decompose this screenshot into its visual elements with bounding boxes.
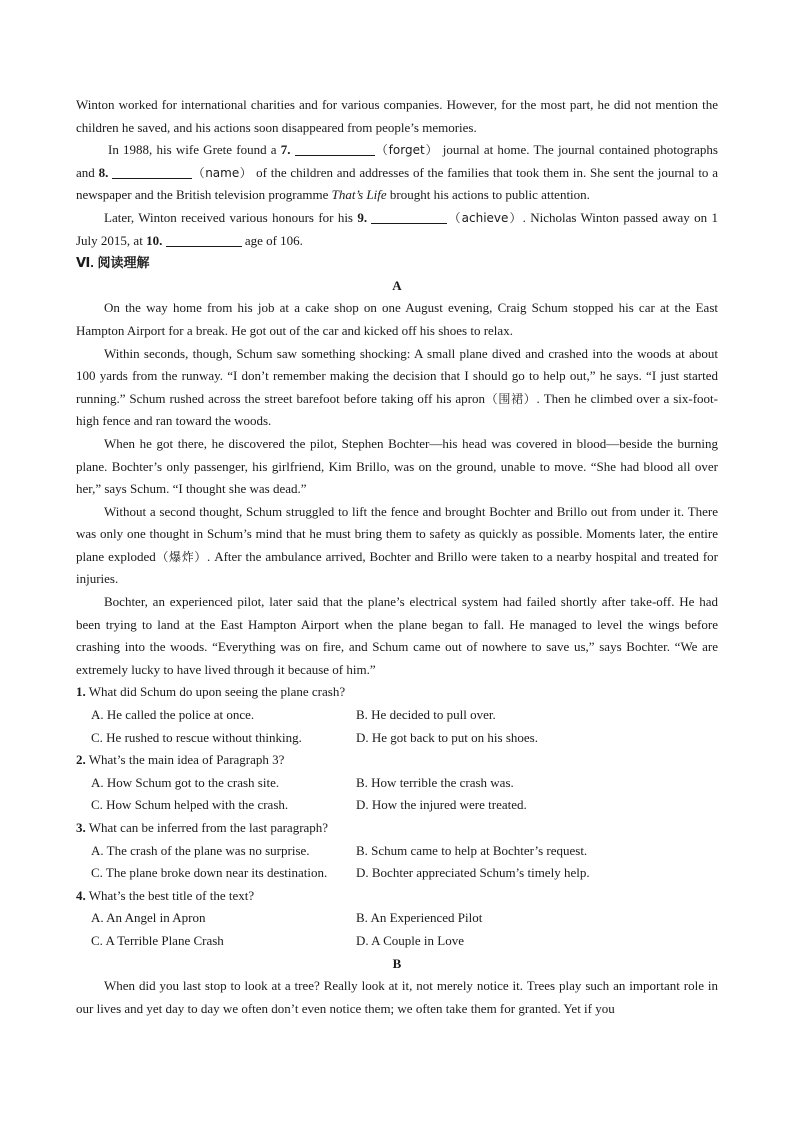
hint-7: （forget）: [374, 143, 439, 158]
question-3-option-c[interactable]: C. The plane broke down near its destination.: [91, 865, 328, 881]
question-3-text: What can be inferred from the last paragraph?: [88, 820, 329, 835]
question-3-option-a[interactable]: A. The crash of the plane was no surprise.: [91, 842, 310, 858]
answer-blank-9[interactable]: [371, 209, 447, 224]
question-number-7: 7.: [280, 142, 291, 158]
question-2-text: What’s the main idea of Paragraph 3?: [88, 752, 285, 768]
question-4: 4. What’s the best title of the text? A. An Angel in Apron B. An Experienced Pilot C. A Terrible Plane Crash D. A Couple in Love: [76, 885, 718, 953]
question-3: 3. What can be inferred from the last paragraph? A. The crash of the plane was no surprise. B. Schum came to help at Bochter’s request. C. The plane broke down near its destination. D. Bochter appreciated Schum’s timely help.: [76, 817, 718, 885]
answer-blank-10[interactable]: [166, 232, 242, 247]
question-1-option-d[interactable]: D. He got back to put on his shoes.: [356, 729, 538, 745]
hint-9: （achieve）: [447, 210, 523, 225]
question-2-option-c[interactable]: C. How Schum helped with the crash.: [91, 797, 289, 813]
passage-a-heading: A: [392, 277, 402, 293]
question-2-option-d[interactable]: D. How the injured were treated.: [356, 797, 527, 813]
question-4-option-b[interactable]: B. An Experienced Pilot: [356, 910, 483, 926]
question-2-option-a[interactable]: A. How Schum got to the crash site.: [91, 774, 280, 790]
passage-b-paragraph-1: When did you last stop to look at a tree? Really look at it, not merely notice it. Trees play such an important role in our lives and yet day to day we often don’t even notice them; we often take them for granted. Yet if you: [76, 978, 718, 1016]
cloze-paragraph-2: In 1988, his wife Grete found a 7. （forget） journal at home. The journal contained photographs and 8. （name） of the children and addresses of the families that took them in. She sent the journal to a newspaper and the British television programme That’s Life brought his actions to public attention.: [76, 142, 718, 203]
question-4-option-a[interactable]: A. An Angel in Apron: [91, 910, 206, 926]
question-4-option-c[interactable]: C. A Terrible Plane Crash: [91, 932, 224, 948]
question-2-option-b[interactable]: B. How terrible the crash was.: [356, 774, 514, 790]
passage-a-paragraph-3: When he got there, he discovered the pilot, Stephen Bochter—his head was covered in blood—beside the burning plane. Bochter’s only passenger, his girlfriend, Kim Brillo, was on the ground, unable to move. “She had blood all over her,” says Schum. “I thought she was dead.”: [76, 435, 718, 497]
cloze-paragraph-1: Winton worked for international charities and for various companies. However, for the most part, he did not mention the children he saved, and his actions soon disappeared from people’s memories.: [76, 97, 718, 135]
passage-a-paragraph-1: On the way home from his job at a cake shop on one August evening, Craig Schum stopped his car at the East Hampton Airport for a break. He got out of the car and kicked off his shoes to relax.: [76, 300, 718, 338]
question-2: 2. What’s the main idea of Paragraph 3? A. How Schum got to the crash site. B. How terrible the crash was. C. How Schum helped with the crash. D. How the injured were treated.: [76, 749, 718, 817]
question-1-text: What did Schum do upon seeing the plane crash?: [88, 684, 346, 700]
passage-b-heading: B: [392, 955, 402, 971]
cloze-paragraph-3: Later, Winton received various honours for his 9. （achieve）. Nicholas Winton passed away on 1 July 2015, at 10. age of 106.: [76, 209, 718, 248]
programme-title: That’s Life: [331, 187, 387, 203]
passage-a-paragraph-5: Bochter, an experienced pilot, later said that the plane’s electrical system had failed shortly after take-off. He had been trying to land at the East Hampton Airport when the plane began to fall. He managed to level the wings before crashing into the woods. “Everything was on fire, and Schum came out of nowhere to save us,” says Bochter. “We are extremely lucky to have lived through it because of him.”: [76, 594, 718, 677]
question-4-text: What’s the best title of the text?: [88, 887, 255, 903]
question-number-8: 8.: [98, 164, 109, 180]
section-title: Ⅵ. 阅读理解: [76, 255, 150, 271]
answer-blank-8[interactable]: [112, 164, 192, 179]
question-1-option-a[interactable]: A. He called the police at once.: [91, 707, 255, 723]
document-page: [76, 94, 718, 1020]
question-3-option-d[interactable]: D. Bochter appreciated Schum’s timely help.: [356, 865, 590, 881]
question-1-option-b[interactable]: B. He decided to pull over.: [356, 707, 496, 723]
question-1-option-c[interactable]: C. He rushed to rescue without thinking.: [91, 729, 302, 745]
question-number-9: 9.: [357, 209, 368, 225]
question-3-option-b[interactable]: B. Schum came to help at Bochter’s request.: [356, 842, 588, 858]
question-1: 1. What did Schum do upon seeing the plane crash? A. He called the police at once. B. He decided to pull over. C. He rushed to rescue without thinking. D. He got back to put on his shoes.: [76, 681, 718, 749]
hint-8: （name）: [192, 165, 253, 180]
passage-a-paragraph-2: Within seconds, though, Schum saw something shocking: A small plane dived and crashed into the woods at about 100 yards from the runway. “I don’t remember making the decision that I should go to help out,” he says. “I just started running.” Schum rushed across the street barefoot before taking off his apron（围裙）. Then he climbed over a six-foot-high fence and ran toward the woods.: [76, 345, 718, 429]
question-number-10: 10.: [146, 232, 163, 248]
question-4-option-d[interactable]: D. A Couple in Love: [356, 932, 464, 948]
answer-blank-7[interactable]: [295, 141, 375, 156]
passage-a-paragraph-4: Without a second thought, Schum struggled to lift the fence and brought Bochter and Brillo out from under it. There was only one thought in Schum’s mind that he must bring them to safety as quickly as possible. Moments later, the entire plane exploded（爆炸）. After the ambulance arrived, Bochter and Brillo were taken to a nearby hospital and treated for injuries.: [76, 503, 718, 587]
